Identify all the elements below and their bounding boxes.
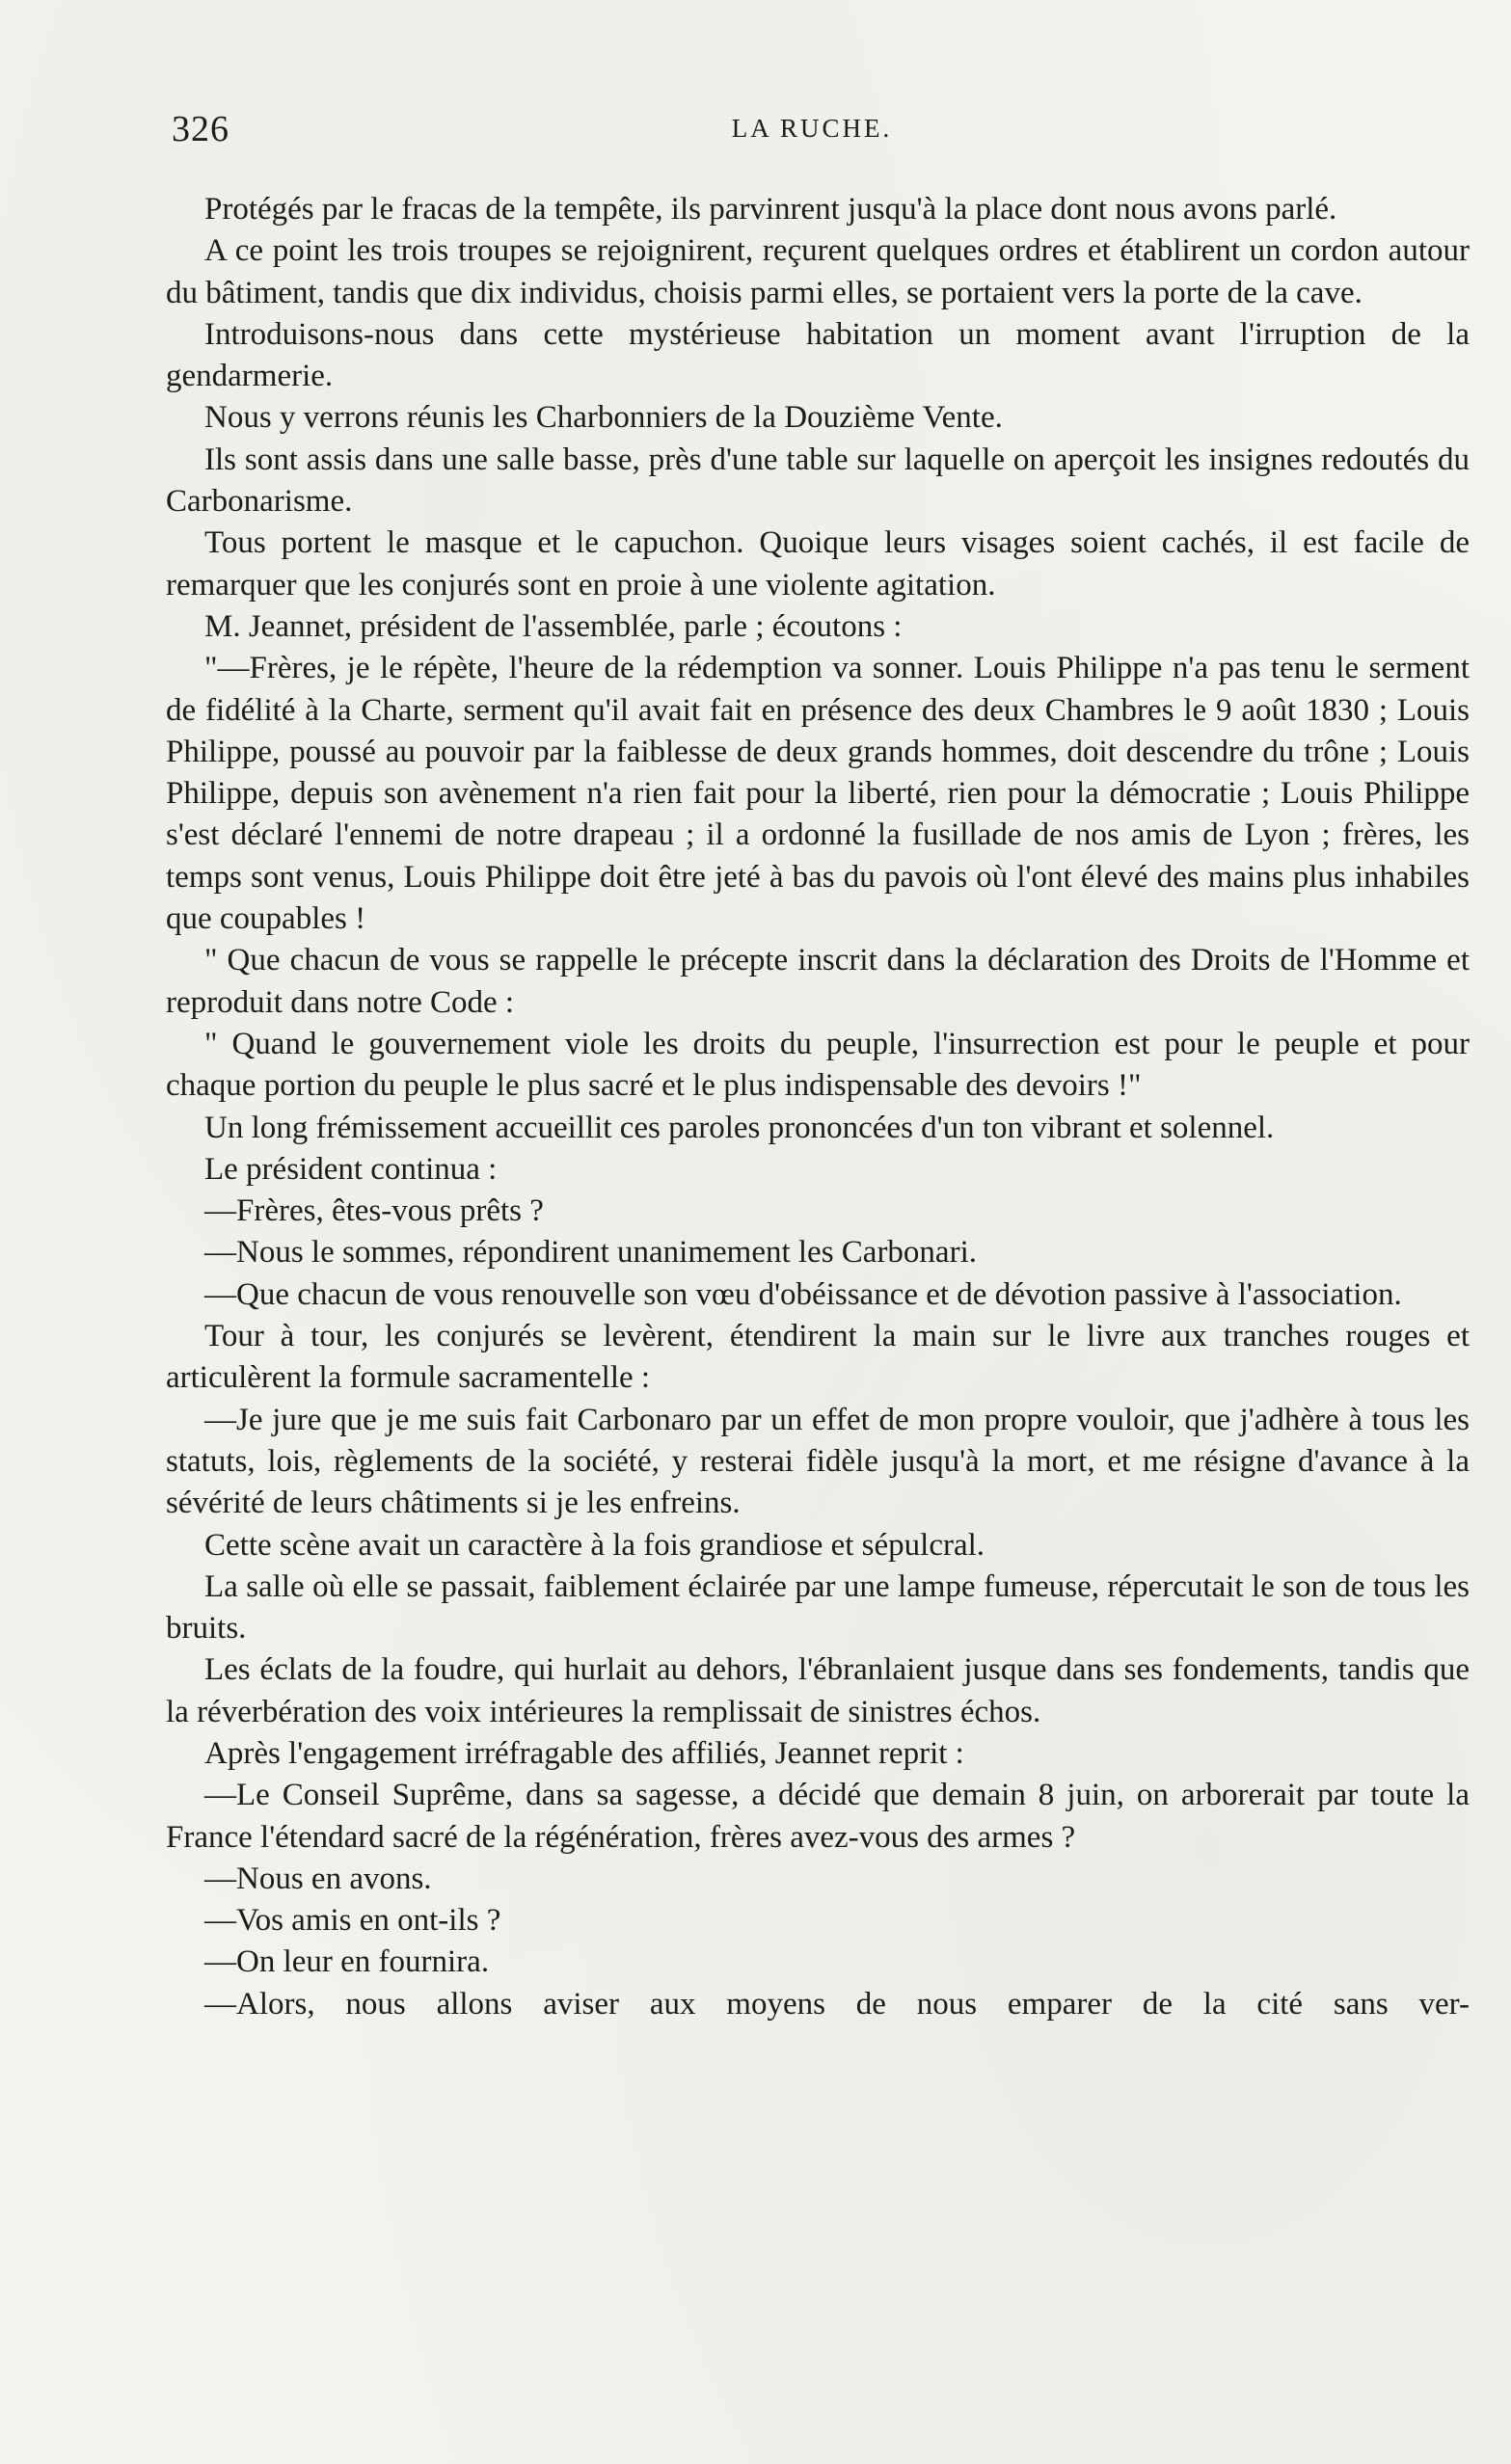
paragraph: Protégés par le fracas de la tempête, ils parvinrent jusqu'à la place dont nous avons parlé. — [204, 192, 1337, 227]
running-title: LA RUCHE. — [731, 114, 893, 143]
paragraph: M. Jeannet, président de l'assemblée, parle ; écoutons : — [204, 608, 903, 644]
paragraph: Tous portent le masque et le capuchon. Quoique leurs visages soient cachés, il est facile de remarquer que les conjurés sont en proie à une violente agitation. — [166, 525, 1470, 603]
page-number: 326 — [172, 109, 229, 149]
paragraph: —Je jure que je me suis fait Carbonaro par un effet de mon propre vouloir, que j'adhère à tous les statuts, lois, règlements de la société, y resterai fidèle jusqu'à la mort, et me résigne d'avance à la sévérité de leurs châtiments si je les enfreins. — [166, 1402, 1470, 1521]
paragraph: Ils sont assis dans une salle basse, près d'une table sur laquelle on aperçoit les insignes redoutés du Carbonarisme. — [166, 442, 1470, 520]
paragraph: Le président continua : — [204, 1151, 498, 1187]
paragraph: Les éclats de la foudre, qui hurlait au dehors, l'ébranlaient jusque dans ses fondements, tandis que la réverbération des voix intérieures la remplissait de sinistres échos. — [166, 1652, 1470, 1729]
paragraph: " Que chacun de vous se rappelle le précepte inscrit dans la déclaration des Droits de l'Homme et reproduit dans notre Code : — [166, 943, 1470, 1020]
paragraph: Tour à tour, les conjurés se levèrent, étendirent la main sur le livre aux tranches rouges et articulèrent la formule sacramentelle : — [166, 1319, 1470, 1396]
paragraph: —Le Conseil Suprême, dans sa sagesse, a décidé que demain 8 juin, on arborerait par toute la France l'étendard sacré de la régénération, frères avez-vous des armes ? — [166, 1778, 1470, 1855]
paragraph: Introduisons-nous dans cette mystérieuse habitation un moment avant l'irruption de la gendarmerie. — [166, 316, 1470, 394]
paragraph: —Nous en avons. — [204, 1861, 432, 1896]
paragraph: —Nous le sommes, répondirent unanimement les Carbonari. — [204, 1235, 977, 1271]
paragraph: La salle où elle se passait, faiblement éclairée par une lampe fumeuse, répercutait le son de tous les bruits. — [166, 1568, 1470, 1647]
paragraph: —Frères, êtes-vous prêts ? — [204, 1193, 544, 1229]
paragraph: Après l'engagement irréfragable des affiliés, Jeannet reprit : — [204, 1735, 964, 1771]
paragraph: "—Frères, je le répète, l'heure de la rédemption va sonner. Louis Philippe n'a pas tenu le serment de fidélité à la Charte, serment qu'il avait fait en présence des deux Chambres le 9 août 1830 ; Louis Philippe, poussé au pouvoir par la faiblesse de deux grands hommes, doit descendre du trône ; Louis Philippe, depuis son avènement n'a rien fait pour la liberté, rien pour la démocratie ; Louis Philippe s'est déclaré l'ennemi de notre drapeau ; il a ordonné la fusillade de nos amis de Lyon ; frères, les temps sont venus, Louis Philippe doit être jeté à bas du pavois où l'ont élevé des mains plus inhabiles que coupables ! — [166, 651, 1470, 937]
paragraph: —Alors, nous allons aviser aux moyens de nous emparer de la cité sans ver- — [204, 1986, 1470, 2022]
body-text — [166, 189, 1470, 2025]
paragraph: —Vos amis en ont-ils ? — [204, 1903, 501, 1939]
paragraph: —On leur en fournira. — [204, 1944, 490, 1980]
paragraph: Un long frémissement accueillit ces paroles prononcées d'un ton vibrant et solennel. — [204, 1110, 1275, 1145]
paragraph: —Que chacun de vous renouvelle son vœu d'obéissance et de dévotion passive à l'association. — [204, 1276, 1402, 1312]
paragraph: Cette scène avait un caractère à la fois grandiose et sépulcral. — [204, 1527, 985, 1563]
paragraph: " Quand le gouvernement viole les droits du peuple, l'insurrection est pour le peuple et pour chaque portion du peuple le plus sacré et le plus indispensable des devoirs !" — [166, 1026, 1470, 1104]
paragraph: Nous y verrons réunis les Charbonniers de la Douzième Vente. — [204, 400, 1003, 436]
page-header — [172, 108, 1452, 156]
paragraph: A ce point les trois troupes se rejoignirent, reçurent quelques ordres et établirent un cordon autour du bâtiment, tandis que dix individus, choisis parmi elles, se portaient vers la porte de la cave. — [166, 233, 1470, 310]
